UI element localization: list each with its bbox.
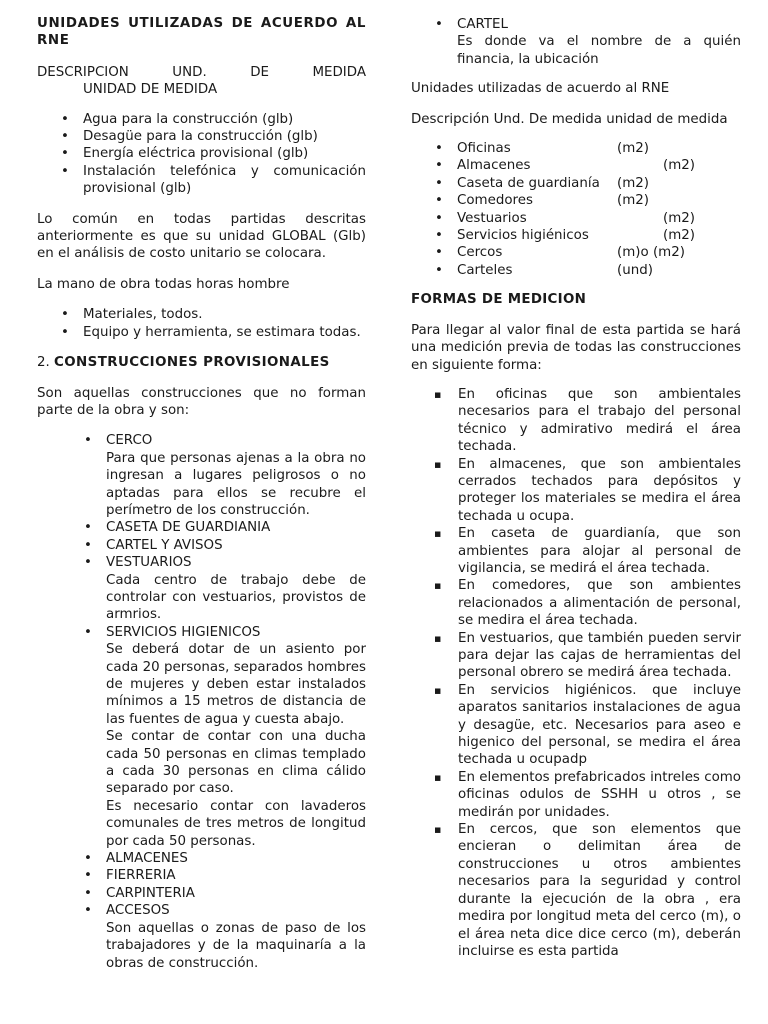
left-column xyxy=(37,0,366,972)
list-item xyxy=(37,902,366,972)
unit-item xyxy=(411,227,741,244)
paragraph: Son aquellas construcciones que no forman parte de la obra y son: xyxy=(37,385,366,418)
paragraph: La mano de obra todas horas hombre xyxy=(37,276,290,292)
subheading: Unidades utilizadas de acuerdo al RNE xyxy=(411,81,670,97)
unit-name: • Oficinas xyxy=(457,141,511,157)
unit-item xyxy=(411,262,741,279)
unit-item xyxy=(411,157,741,174)
formas-title: FORMAS DE MEDICION xyxy=(411,292,587,308)
unit-item xyxy=(411,140,741,157)
unit-name: • Almacenes xyxy=(457,158,531,174)
unit-item xyxy=(411,192,741,209)
descripcion-sub: UNIDAD DE MEDIDA xyxy=(83,82,218,98)
cartel-list xyxy=(411,16,741,68)
list-item xyxy=(37,537,366,554)
item-title: • ALMACENES xyxy=(106,851,188,867)
item-title: • CASETA DE GUARDIANIA xyxy=(106,520,271,536)
unit-value: (m2) xyxy=(617,193,650,209)
unit-name: • Vestuarios xyxy=(457,210,527,226)
item-desc: Se deberá dotar de un asiento por cada 20 personas, separados hombres de mujeres y deben estar instalados mínimos a 15 metros de distancia de las fuentes de agua y cuesta abajo. xyxy=(106,642,366,727)
unit-item xyxy=(411,175,741,192)
list-item xyxy=(37,624,366,850)
list-item xyxy=(37,850,366,867)
list-item xyxy=(37,885,366,902)
list-item: ▪ En caseta de guardianía, que son ambientes para alojar al personal de vigilancia, se medirá el área techada. xyxy=(411,525,741,577)
list-item: ▪ En comedores, que son ambientes relacionados a alimentación de personal, se medira el área techada. xyxy=(411,577,741,629)
list-item xyxy=(37,519,366,536)
unit-name: • Caseta de guardianía xyxy=(457,175,600,191)
unit-name: • Cercos xyxy=(457,245,503,261)
item-desc: Son aquellas o zonas de paso de los trabajadores y de la maquinaría a la obras de construcción. xyxy=(106,920,366,971)
section-heading: UNIDADES UTILIZADAS DE ACUERDO AL RNE xyxy=(37,16,366,49)
list-item xyxy=(411,16,741,68)
list-item: • Instalación telefónica y comunicación provisional (glb) xyxy=(37,163,366,198)
section-title: CONSTRUCCIONES PROVISIONALES xyxy=(54,355,330,371)
unit-name: • Comedores xyxy=(457,193,533,209)
list-item: ▪ En cercos, que son elementos que encieran o delimitan área de construcciones u otros ambientes necesarios para la seguridad y control durante la ejecución de la obra , era medira por longitud meta del cerco (m), o el área neta dice dice cerco (m), deberán incluirse es esta partida xyxy=(411,821,741,960)
item-desc: Para que personas ajenas a la obra no ingresan a lugares peligrosos o no aptadas para ellos se recubre el perímetro de los construcción. xyxy=(106,450,366,518)
section-2-heading xyxy=(37,354,366,371)
unit-value: (m2) xyxy=(617,175,650,191)
unit-value: (m)o (m2) xyxy=(617,245,685,261)
unit-value: (m2) xyxy=(617,141,650,157)
item-desc: Es necesario contar con lavaderos comunales de tres metros de longitud por cada 50 personas. xyxy=(106,798,366,849)
list-item: • Materiales, todos. xyxy=(37,306,366,323)
list-item xyxy=(37,432,366,519)
list-item: ▪ En servicios higiénicos. que incluye aparatos sanitarios instalaciones de agua y desagüe, etc. Necesarios para aseo e higenico del personal, se medira el área techada u ocupadp xyxy=(411,682,741,769)
list-item: • Desagüe para la construcción (glb) xyxy=(37,128,366,145)
item-title: • CARPINTERIA xyxy=(106,885,195,901)
global-items-list xyxy=(37,111,366,198)
unit-item xyxy=(411,210,741,227)
item-title: • CARTEL xyxy=(457,17,508,32)
formas-list xyxy=(411,386,741,960)
unit-item xyxy=(411,244,741,261)
item-title: • CARTEL Y AVISOS xyxy=(106,537,223,553)
item-desc: Es donde va el nombre de a quién financia, la ubicación xyxy=(457,34,741,67)
unit-value: (m2) xyxy=(663,158,696,174)
item-title: • ACCESOS xyxy=(106,903,170,919)
item-desc: Cada centro de trabajo debe de controlar con vestuarios, provistos de armrios. xyxy=(106,572,366,623)
paragraph: Lo común en todas partidas descritas anteriormente es que su unidad GLOBAL (Glb) en el análisis de costo unitario se colocara. xyxy=(37,211,366,262)
list-item: ▪ En elementos prefabricados intreles como oficinas odulos de SSHH u otros , se medirán por unidades. xyxy=(411,769,741,821)
provisional-list xyxy=(37,432,366,972)
list-item xyxy=(37,867,366,884)
list-item: • Equipo y herramienta, se estimara todas. xyxy=(37,324,366,341)
right-column xyxy=(411,0,741,960)
item-title: • VESTUARIOS xyxy=(106,555,192,571)
unit-value: (m2) xyxy=(663,210,696,226)
list-item: ▪ En almacenes, que son ambientales cerrados techados para depósitos y proteger los materiales se medira el área techada u ocupa. xyxy=(411,456,741,526)
item-desc: Se contar de contar con una ducha cada 50 personas en climas templado a cada 30 personas en clima cálido separado por caso. xyxy=(106,729,366,797)
unit-value: (und) xyxy=(617,262,653,278)
units-list xyxy=(411,140,741,279)
list-item xyxy=(37,554,366,624)
descripcion-header: Descripción Und. De medida unidad de medida xyxy=(411,111,728,127)
item-title: • CERCO xyxy=(106,433,153,449)
mano-obra-list xyxy=(37,306,366,341)
descripcion-header: DESCRIPCION UND. DE MEDIDA xyxy=(37,64,366,80)
section-number: 2. xyxy=(37,355,50,371)
list-item: • Agua para la construcción (glb) xyxy=(37,111,366,128)
list-item: ▪ En oficinas que son ambientales necesarios para el trabajo del personal técnico y admirativo medirá el área techada. xyxy=(411,386,741,456)
unit-name: • Carteles xyxy=(457,262,513,278)
formas-intro: Para llegar al valor final de esta partida se hará una medición previa de todas las construcciones en siguiente forma: xyxy=(411,322,741,373)
list-item: • Energía eléctrica provisional (glb) xyxy=(37,145,366,162)
item-title: • FIERRERIA xyxy=(106,868,176,884)
item-title: • SERVICIOS HIGIENICOS xyxy=(106,624,261,640)
list-item: ▪ En vestuarios, que también pueden servir para dejar las cajas de herramientas del personal obrero se medirá área techada. xyxy=(411,630,741,682)
unit-name: • Servicios higiénicos xyxy=(457,228,589,244)
unit-value: (m2) xyxy=(663,228,696,244)
